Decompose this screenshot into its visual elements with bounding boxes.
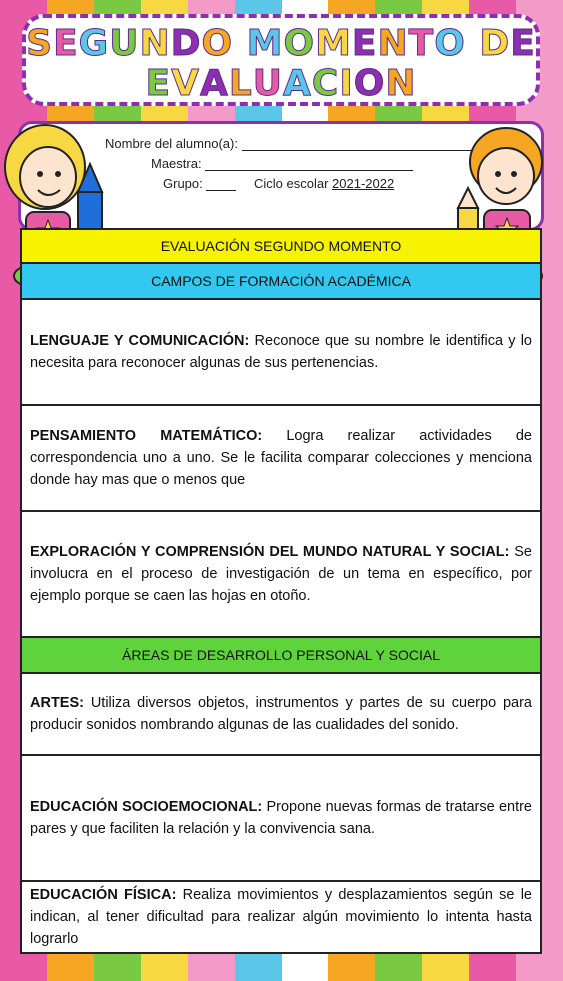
school-year-label: Ciclo escolar	[254, 176, 329, 191]
title-letter	[233, 24, 247, 64]
group-row	[163, 176, 394, 191]
student-name-field[interactable]	[242, 150, 472, 151]
campo-text: Logra realizar actividades de correspondencia uno a uno. Se le facilita comparar colecciones y menciona donde hay mas que o menos que	[30, 428, 532, 488]
campo-text: Se involucra en el proceso de investigación de un tema en específico, por ejemplo porque se caen las hojas en otoño.	[30, 544, 532, 604]
title-letter: C	[311, 63, 340, 104]
evaluation-table	[20, 228, 542, 954]
evaluation-header: EVALUACIÓN SEGUNDO MOMENTO	[22, 230, 540, 264]
title-letter: D	[479, 23, 511, 64]
title-letter: E	[145, 63, 172, 104]
campo-text: Reconoce que su nombre le identifica y lo necesita para reconocer algunas de sus pertenencias.	[30, 333, 532, 371]
area-title: EDUCACIÓN FÍSICA:	[30, 887, 177, 903]
title-letter: M	[315, 23, 352, 64]
title-letter: A	[283, 63, 312, 104]
group-label: Grupo:	[163, 176, 203, 191]
title-letter: V	[171, 63, 200, 104]
page-title-line-2	[26, 64, 536, 104]
campo-row	[22, 300, 540, 406]
area-text: Utiliza diversos objetos, instrumentos y partes de su cuerpo para producir sonidos nombrando algunas de las cualidades del sonido.	[30, 695, 532, 733]
face	[20, 147, 76, 207]
title-banner	[22, 14, 540, 106]
group-field[interactable]	[206, 190, 236, 191]
title-letter: S	[26, 23, 54, 64]
area-text: Realiza movimientos y desplazamientos según se le indican, al tener dificultad para realizar algún movimiento lo intenta hasta lograrlo	[30, 887, 532, 947]
area-text: Propone nuevas formas de tratarse entre pares y que faciliten la relación y la convivencia sana.	[30, 799, 532, 837]
title-letter: E	[351, 23, 378, 64]
title-letter: E	[510, 23, 536, 64]
title-letter: N	[385, 63, 417, 104]
campos-header: CAMPOS DE FORMACIÓN ACADÉMICA	[22, 264, 540, 300]
title-letter: A	[199, 63, 229, 104]
student-name-label: Nombre del alumno(a):	[105, 136, 238, 151]
title-letter: U	[252, 63, 284, 104]
campo-title: LENGUAJE Y COMUNICACIÓN:	[30, 333, 250, 349]
title-letter: O	[283, 23, 316, 64]
title-letter: E	[53, 23, 79, 64]
teacher-row	[151, 156, 413, 171]
title-letter: L	[228, 63, 253, 104]
campo-title: PENSAMIENTO MATEMÁTICO:	[30, 428, 263, 444]
area-row	[22, 756, 540, 882]
school-year-value: 2021-2022	[332, 176, 395, 191]
area-row	[22, 882, 540, 952]
teacher-field[interactable]	[205, 170, 413, 171]
student-name-row	[105, 136, 472, 151]
title-letter: M	[246, 23, 284, 64]
title-letter: N	[139, 23, 171, 64]
area-row	[22, 674, 540, 756]
title-letter: I	[339, 63, 354, 104]
area-title: EDUCACIÓN SOCIOEMOCIONAL:	[30, 799, 263, 815]
page-title-line-1	[26, 24, 536, 64]
campo-title: EXPLORACIÓN Y COMPRENSIÓN DEL MUNDO NATURAL Y SOCIAL:	[30, 544, 510, 560]
areas-header: ÁREAS DE DESARROLLO PERSONAL Y SOCIAL	[22, 638, 540, 674]
title-letter: N	[377, 23, 409, 64]
title-letter: O	[353, 63, 386, 104]
title-letter: G	[78, 23, 110, 64]
title-letter: T	[408, 23, 435, 64]
title-letter: D	[170, 23, 202, 64]
campo-row	[22, 406, 540, 512]
title-letter: U	[109, 23, 140, 64]
face	[478, 148, 534, 204]
title-letter: O	[434, 23, 466, 64]
title-letter: O	[201, 23, 234, 64]
area-title: ARTES:	[30, 695, 84, 711]
title-letter	[466, 24, 480, 64]
teacher-label: Maestra:	[151, 156, 202, 171]
campo-row	[22, 512, 540, 638]
